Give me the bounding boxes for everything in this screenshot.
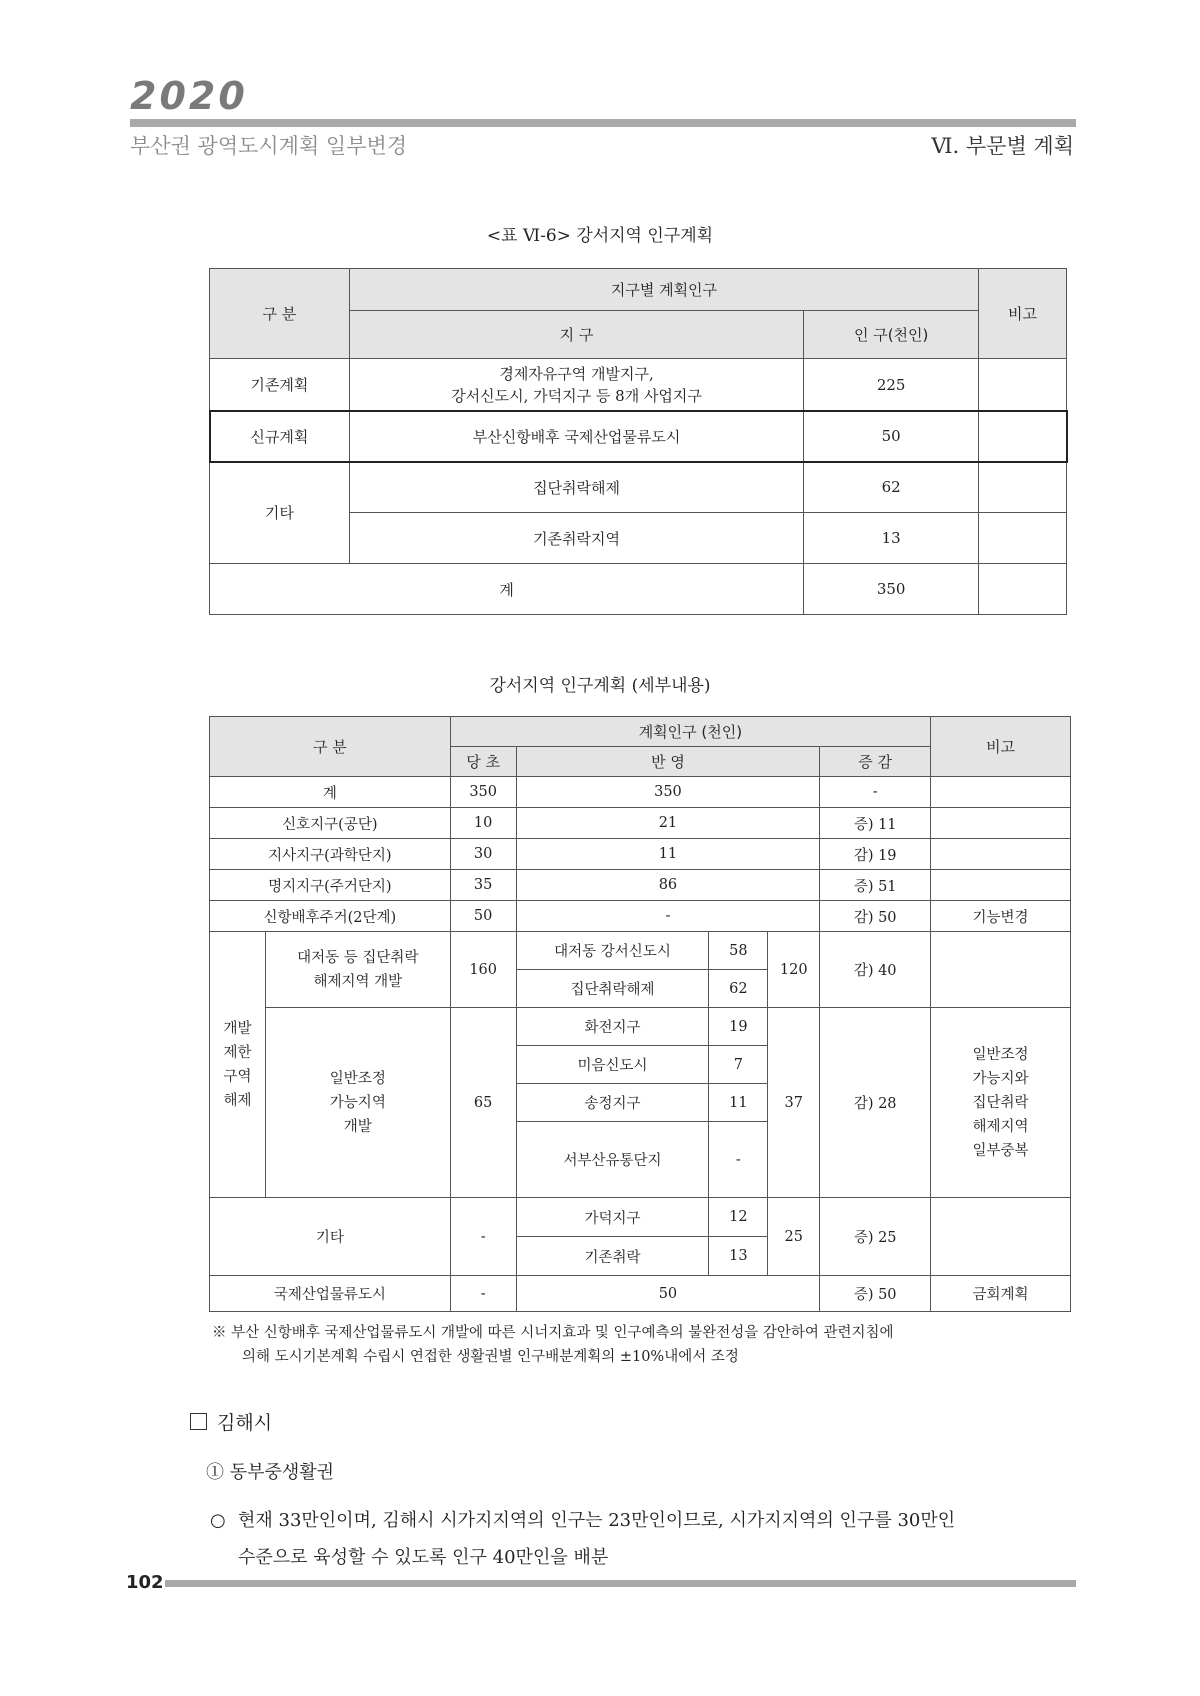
bullet-circle-icon: ○ [210,1510,226,1531]
remark-cell [979,359,1067,411]
table-row [210,777,1071,808]
table-row [210,808,1071,839]
t2-header-initial: 당 초 [450,747,516,777]
district-line: 강서신도시, 가덕지구 등 8개 사업지구 [451,386,702,405]
change-cell: 감) 50 [820,901,931,932]
subgroup-label [265,932,450,1008]
section-heading [190,1408,272,1435]
reflect-cell: 21 [516,808,820,839]
greenbelt-release-label [210,932,266,1198]
remark-cell [979,462,1067,513]
remark-line: 일반조정 [972,1046,1029,1063]
initial-cell: 350 [450,777,516,808]
item-value: 13 [709,1237,768,1276]
total-label: 계 [210,564,804,615]
subtotal-cell: 120 [768,932,820,1008]
remark-cell: 기능변경 [931,901,1071,932]
t1-header-population: 인 구(천인) [804,311,979,359]
t2-header-change: 증 감 [820,747,931,777]
item-value: 12 [709,1198,768,1237]
label-line: 해제지역 개발 [313,973,403,990]
table2-caption: 강서지역 인구계획 (세부내용) [489,676,711,696]
subgroup-label [265,1008,450,1198]
initial-cell: 35 [450,870,516,901]
remark-line: 가능지와 [972,1070,1029,1087]
label-line: 개발 [223,1020,252,1037]
remark-cell [931,839,1071,870]
t1-header-category: 구 분 [210,269,350,359]
row-label: 계 [210,777,451,808]
row-label: 지사지구(과학단지) [210,839,451,870]
initial-cell: 160 [450,932,516,1008]
initial-cell: 65 [450,1008,516,1198]
table-row [210,932,1071,970]
subtotal-cell: 37 [768,1008,820,1198]
table-note [212,1321,894,1369]
change-cell: - [820,777,931,808]
table-total-row [210,564,1067,615]
item-value: 19 [709,1008,768,1046]
item-name: 서부산유통단지 [516,1122,709,1198]
change-cell: 증) 50 [820,1276,931,1312]
district-line: 경제자유구역 개발지구, [499,364,654,383]
subtotal-cell: 25 [768,1198,820,1276]
table-row [210,1276,1071,1312]
t2-header-reflect: 반 영 [516,747,820,777]
remark-cell [931,1198,1071,1276]
note-line: ※ 부산 신항배후 국제산업물류도시 개발에 따른 시너지효과 및 인구예측의 불완전성을 감안하여 관련지침에 [212,1325,894,1341]
item-value: 11 [709,1084,768,1122]
body-paragraph [210,1502,1090,1576]
row-label: 기타 [210,462,350,564]
t2-header-group: 계획인구 (천인) [450,717,930,747]
paragraph-line: 수준으로 육성할 수 있도록 인구 40만인을 배분 [238,1547,609,1568]
t1-header-group: 지구별 계획인구 [349,269,978,311]
remark-cell [979,411,1067,462]
reflect-cell: - [516,901,820,932]
item-name: 화전지구 [516,1008,709,1046]
remark-line: 해제지역 [972,1118,1029,1135]
remark-cell [931,870,1071,901]
item-name: 송정지구 [516,1084,709,1122]
item-value: - [709,1122,768,1198]
label-line: 개발 [343,1118,372,1135]
checkbox-square-icon [190,1413,207,1430]
page-number: 102 [126,1572,164,1593]
row-label: 신항배후주거(2단계) [210,901,451,932]
table-row [210,901,1071,932]
table-row [210,462,1067,513]
population-plan-table [209,268,1067,615]
remark-cell [931,932,1071,1008]
remark-cell [979,513,1067,564]
initial-cell: - [450,1276,516,1312]
t1-header-remark: 비고 [979,269,1067,359]
change-cell: 감) 28 [820,1008,931,1198]
label-line: 가능지역 [329,1094,386,1111]
table-row [210,839,1071,870]
district-cell: 부산신항배후 국제산업물류도시 [349,411,803,462]
remark-cell: 금회계획 [931,1276,1071,1312]
remark-line: 집단취락 [972,1094,1029,1111]
document-title: 부산권 광역도시계획 일부변경 [130,134,408,158]
item-name: 집단취락해제 [516,970,709,1008]
label-line: 일반조정 [329,1070,386,1087]
remark-cell [931,808,1071,839]
change-cell: 감) 19 [820,839,931,870]
item-value: 7 [709,1046,768,1084]
header-bar [130,119,1076,127]
district-cell [349,359,803,411]
population-detail-table [209,716,1071,1312]
reflect-cell: 350 [516,777,820,808]
item-value: 62 [709,970,768,1008]
total-population: 350 [804,564,979,615]
reflect-cell: 11 [516,839,820,870]
subsection-heading: ① 동부중생활권 [206,1462,335,1483]
section-title: Ⅵ. 부문별 계획 [931,134,1074,158]
district-cell: 기존취락지역 [349,513,803,564]
label-line: 제한 [223,1044,252,1061]
label-line: 대저동 등 집단취락 [297,949,419,966]
section-heading-text: 김해시 [217,1412,273,1434]
population-cell: 13 [804,513,979,564]
change-cell: 증) 25 [820,1198,931,1276]
item-name: 대저동 강서신도시 [516,932,709,970]
population-cell: 62 [804,462,979,513]
population-cell: 225 [804,359,979,411]
table-row [210,870,1071,901]
item-name: 가덕지구 [516,1198,709,1237]
paragraph-line: 현재 33만인이며, 김해시 시가지지역의 인구는 23만인이므로, 시가지지역의 인구를 30만인 [238,1510,956,1531]
change-cell: 감) 40 [820,932,931,1008]
t2-header-category: 구 분 [210,717,451,777]
table-row [210,1008,1071,1046]
row-label: 기존계획 [210,359,350,411]
initial-cell: - [450,1198,516,1276]
initial-cell: 50 [450,901,516,932]
table-row [210,1198,1071,1237]
population-cell: 50 [804,411,979,462]
item-name: 미음신도시 [516,1046,709,1084]
reflect-cell: 86 [516,870,820,901]
item-value: 58 [709,932,768,970]
footer-bar [165,1580,1076,1587]
district-cell: 집단취락해제 [349,462,803,513]
row-label: 기타 [210,1198,451,1276]
table1-caption: <표 Ⅵ-6> 강서지역 인구계획 [486,226,714,246]
note-line: 의해 도시기본계획 수립시 연접한 생활권별 인구배분계획의 ±10%내에서 조정 [242,1349,739,1365]
initial-cell: 30 [450,839,516,870]
table-row [210,359,1067,411]
change-cell: 증) 51 [820,870,931,901]
header-year: 2020 [130,74,248,118]
row-label: 신호지구(공단) [210,808,451,839]
table-row-highlighted [210,411,1067,462]
label-line: 해제 [223,1092,252,1109]
remark-cell [979,564,1067,615]
row-label: 명지지구(주거단지) [210,870,451,901]
remark-cell [931,777,1071,808]
remark-line: 일부중복 [972,1142,1029,1159]
row-label: 국제산업물류도시 [210,1276,451,1312]
t2-header-remark: 비고 [931,717,1071,777]
row-label: 신규계획 [210,411,350,462]
reflect-cell: 50 [516,1276,820,1312]
label-line: 구역 [223,1068,252,1085]
item-name: 기존취락 [516,1237,709,1276]
remark-cell [931,1008,1071,1198]
change-cell: 증) 11 [820,808,931,839]
t1-header-district: 지 구 [349,311,803,359]
initial-cell: 10 [450,808,516,839]
